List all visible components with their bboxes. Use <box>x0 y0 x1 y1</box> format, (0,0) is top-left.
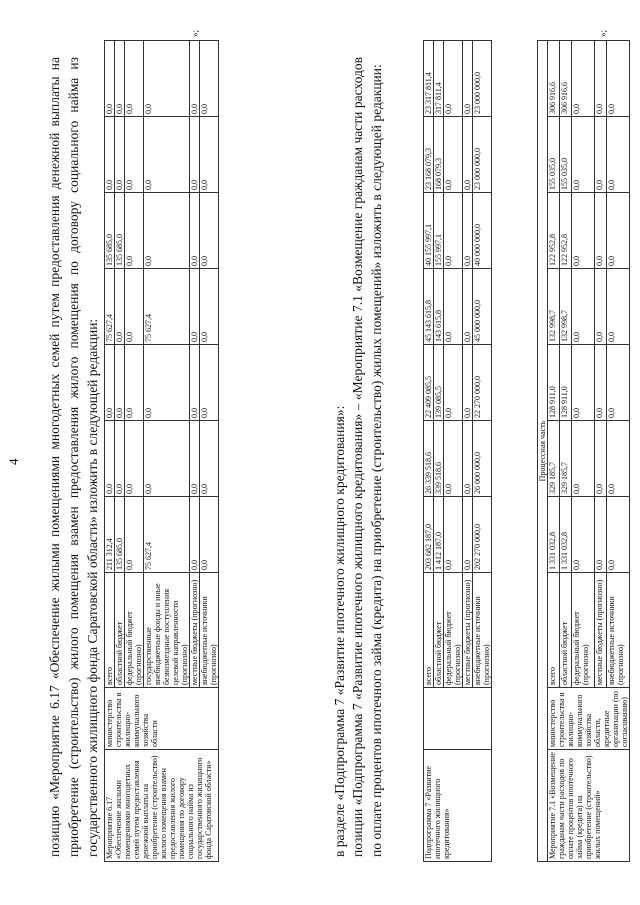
amount-cell: 135 685,0 <box>105 193 115 269</box>
table-row <box>548 41 560 862</box>
paragraph-section-7: в разделе «Подпрограмма 7 «Развитие ипотечного жилищного кредитования»: <box>332 405 347 857</box>
amount-cell: 0,0 <box>115 421 125 497</box>
amount-cell: 0,0 <box>572 117 595 193</box>
executor-cell <box>424 688 492 750</box>
amount-cell: 45 000 000,0 <box>473 269 492 345</box>
close-quote-2: »; <box>598 29 608 37</box>
amount-cell: 132 998,7 <box>548 269 560 345</box>
amount-cell: 0,0 <box>144 421 190 497</box>
amount-cell: 75 627,4 <box>105 269 115 345</box>
amount-cell: 0,0 <box>463 497 473 573</box>
table-row <box>424 41 434 862</box>
funding-source-cell: местные бюджеты (прогнозно) <box>463 573 473 688</box>
amount-cell: 23 317 811,4 <box>424 41 434 117</box>
amount-cell: 122 952,8 <box>560 193 572 269</box>
amount-cell: 23 000 000,0 <box>473 41 492 117</box>
amount-cell: 45 143 615,8 <box>424 269 434 345</box>
amount-cell: 135 685,0 <box>115 497 125 573</box>
amount-cell: 0,0 <box>190 269 200 345</box>
amount-cell: 0,0 <box>115 269 125 345</box>
amount-cell: 155 035,0 <box>548 117 560 193</box>
amount-cell: 0,0 <box>444 269 463 345</box>
amount-cell: 329 185,7 <box>560 421 572 497</box>
funding-source-cell: областной бюджет <box>115 573 125 688</box>
table-measure-7-1 <box>537 40 630 862</box>
amount-cell: 211 312,4 <box>105 497 115 573</box>
funding-source-cell: всего <box>548 573 560 688</box>
funding-source-cell: федеральный бюджет (прогнозно) <box>125 573 144 688</box>
amount-cell: 168 079,3 <box>434 117 444 193</box>
amount-cell: 306 916,6 <box>560 41 572 117</box>
funding-source-cell: областной бюджет <box>434 573 444 688</box>
amount-cell: 122 952,8 <box>548 193 560 269</box>
subheading-row <box>538 41 548 862</box>
amount-cell: 0,0 <box>444 41 463 117</box>
amount-cell: 0,0 <box>144 193 190 269</box>
amount-cell: 0,0 <box>200 269 219 345</box>
amount-cell: 329 185,7 <box>548 421 560 497</box>
amount-cell: 155 035,0 <box>560 117 572 193</box>
funding-source-cell: областной бюджет <box>560 573 572 688</box>
funding-source-cell: местные бюджеты (прогнозно) <box>595 573 607 688</box>
funding-source-cell: федеральный бюджет (прогнозно) <box>572 573 595 688</box>
amount-cell: 0,0 <box>463 193 473 269</box>
amount-cell: 0,0 <box>463 345 473 421</box>
amount-cell: 23 168 079,3 <box>424 117 434 193</box>
funding-source-cell: внебюджетные источники (прогнозно) <box>200 573 219 688</box>
amount-cell: 0,0 <box>105 345 115 421</box>
amount-cell: 0,0 <box>595 421 607 497</box>
amount-cell: 317 811,4 <box>434 41 444 117</box>
amount-cell: 75 627,4 <box>144 269 190 345</box>
amount-cell: 0,0 <box>105 421 115 497</box>
amount-cell: 0,0 <box>125 269 144 345</box>
funding-source-cell: внебюджетные источники (прогнозно) <box>607 573 630 688</box>
executor-cell: министерство строительства и жилищно-коммунального хозяйства области <box>105 688 219 750</box>
amount-cell: 0,0 <box>190 345 200 421</box>
amount-cell: 0,0 <box>444 193 463 269</box>
amount-cell: 0,0 <box>444 421 463 497</box>
funding-source-cell: внебюджетные источники (прогнозно) <box>473 573 492 688</box>
amount-cell: 155 997,1 <box>434 193 444 269</box>
executor-cell: министерство строительства и жилищно-коммунального хозяйства области, кредитные организации (по согласованию) <box>548 688 630 750</box>
amount-cell: 0,0 <box>125 497 144 573</box>
amount-cell: 0,0 <box>200 345 219 421</box>
paragraph-positions-7: позиции «Подпрограмма 7 «Развитие ипотечного жилищного кредитования» – «Мероприятие 7.1 «Возмещение гражданам части расходов по оплате процентов ипотечного займа (кредита) на приобретение (строительство) жилых помещений» изложить в следующей редакции: <box>350 57 384 857</box>
funding-source-cell: местные бюджеты (прогнозно) <box>190 573 200 688</box>
funding-source-cell: всего <box>105 573 115 688</box>
amount-cell: 0,0 <box>595 41 607 117</box>
amount-cell: 0,0 <box>572 41 595 117</box>
amount-cell: 0,0 <box>200 117 219 193</box>
amount-cell: 0,0 <box>595 117 607 193</box>
amount-cell: 0,0 <box>200 193 219 269</box>
amount-cell: 0,0 <box>144 41 190 117</box>
measure-name-cell: Мероприятие 7.1 «Возмещение гражданам части расходов по оплате процентов ипотечного займа (кредита) на приобретение (строительство) жилых помещений» <box>548 750 630 862</box>
amount-cell: 0,0 <box>115 117 125 193</box>
amount-cell: 0,0 <box>572 193 595 269</box>
amount-cell: 135 685,0 <box>115 193 125 269</box>
amount-cell: 0,0 <box>125 117 144 193</box>
amount-cell: 143 615,8 <box>434 269 444 345</box>
amount-cell: 0,0 <box>200 497 219 573</box>
amount-cell: 128 911,0 <box>560 345 572 421</box>
amount-cell: 0,0 <box>105 117 115 193</box>
paragraph-6-17: позицию «Мероприятие 6.17 «Обеспечение жилыми помещениями многодетных семей путем предоставления денежной выплаты на приобретение (строительство) жилого помещения взамен предоставления жилого помещения по договору социального найма из государственного жилищного фонда Саратовской области» изложить в следующей редакции: <box>47 57 100 857</box>
amount-cell: 306 916,6 <box>548 41 560 117</box>
subheading-cell: Процессная часть <box>538 41 548 862</box>
amount-cell: 22 409 085,5 <box>424 345 434 421</box>
amount-cell: 0,0 <box>115 345 125 421</box>
amount-cell: 22 270 000,0 <box>473 345 492 421</box>
amount-cell: 1 331 032,8 <box>548 497 560 573</box>
amount-cell: 0,0 <box>125 193 144 269</box>
amount-cell: 0,0 <box>190 497 200 573</box>
amount-cell: 0,0 <box>125 345 144 421</box>
page-number: 4 <box>6 458 21 465</box>
amount-cell: 0,0 <box>572 345 595 421</box>
funding-source-cell: федеральный бюджет (прогнозно) <box>444 573 463 688</box>
amount-cell: 0,0 <box>200 421 219 497</box>
amount-cell: 75 627,4 <box>144 497 190 573</box>
amount-cell: 0,0 <box>144 117 190 193</box>
funding-source-cell: государственные внебюджетные фонды и иные безвозмездные поступления целевой направленности (прогнозно) <box>144 573 190 688</box>
amount-cell: 0,0 <box>144 345 190 421</box>
funding-source-cell: всего <box>424 573 434 688</box>
amount-cell: 0,0 <box>190 421 200 497</box>
amount-cell: 0,0 <box>463 117 473 193</box>
amount-cell: 0,0 <box>572 497 595 573</box>
amount-cell: 40 155 997,1 <box>424 193 434 269</box>
amount-cell: 0,0 <box>463 41 473 117</box>
amount-cell: 339 518,6 <box>434 421 444 497</box>
amount-cell: 0,0 <box>595 269 607 345</box>
amount-cell: 23 000 000,0 <box>473 117 492 193</box>
amount-cell: 0,0 <box>125 421 144 497</box>
amount-cell: 0,0 <box>607 421 630 497</box>
amount-cell: 1 331 032,8 <box>560 497 572 573</box>
amount-cell: 1 412 187,0 <box>434 497 444 573</box>
amount-cell: 132 998,7 <box>560 269 572 345</box>
amount-cell: 26 339 518,6 <box>424 421 434 497</box>
amount-cell: 128 911,0 <box>548 345 560 421</box>
amount-cell: 0,0 <box>463 421 473 497</box>
amount-cell: 0,0 <box>190 117 200 193</box>
amount-cell: 26 000 000,0 <box>473 421 492 497</box>
amount-cell: 0,0 <box>607 193 630 269</box>
amount-cell: 203 682 187,0 <box>424 497 434 573</box>
amount-cell: 0,0 <box>595 193 607 269</box>
amount-cell: 0,0 <box>444 497 463 573</box>
amount-cell: 202 270 000,0 <box>473 497 492 573</box>
amount-cell: 0,0 <box>190 41 200 117</box>
table-row <box>105 41 115 862</box>
amount-cell: 0,0 <box>115 41 125 117</box>
amount-cell: 0,0 <box>105 41 115 117</box>
amount-cell: 40 000 000,0 <box>473 193 492 269</box>
table-measure-6-17 <box>104 40 219 862</box>
amount-cell: 0,0 <box>572 421 595 497</box>
amount-cell: 0,0 <box>595 497 607 573</box>
amount-cell: 0,0 <box>572 269 595 345</box>
amount-cell: 0,0 <box>444 345 463 421</box>
close-quote-1: »; <box>190 29 200 37</box>
amount-cell: 0,0 <box>444 117 463 193</box>
amount-cell: 0,0 <box>200 41 219 117</box>
amount-cell: 0,0 <box>607 497 630 573</box>
measure-name-cell: Подпрограмма 7 «Развитие ипотечного жилищного кредитования» <box>424 750 492 862</box>
amount-cell: 0,0 <box>607 345 630 421</box>
amount-cell: 0,0 <box>607 117 630 193</box>
amount-cell: 0,0 <box>607 41 630 117</box>
amount-cell: 0,0 <box>190 193 200 269</box>
table-subprogram-7 <box>423 40 492 862</box>
amount-cell: 0,0 <box>595 345 607 421</box>
amount-cell: 0,0 <box>463 269 473 345</box>
amount-cell: 0,0 <box>125 41 144 117</box>
amount-cell: 139 085,5 <box>434 345 444 421</box>
measure-name-cell: Мероприятие 6.17 «Обеспечение жилыми помещениями многодетных семей путем предоставления денежной выплаты на приобретение (строительство) жилого помещения взамен предоставления жилого помещения по договору социального найма из государственного жилищного фонда Саратовской области» <box>105 750 219 862</box>
amount-cell: 0,0 <box>607 269 630 345</box>
